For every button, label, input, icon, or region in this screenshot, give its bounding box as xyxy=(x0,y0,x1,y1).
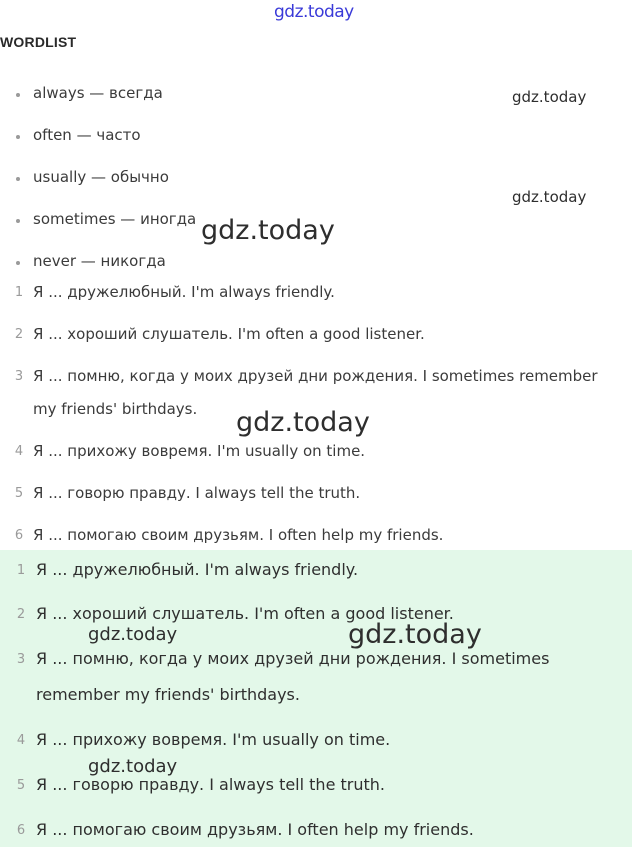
answer-text: Я ... помогаю своим друзьям. I often help my friends. xyxy=(36,820,474,839)
bullet-icon xyxy=(16,219,20,223)
wordlist-item-text: usually — обычно xyxy=(33,168,169,186)
bullet-icon xyxy=(16,135,20,139)
wordlist-item-text: always — всегда xyxy=(33,84,163,102)
answer-number: 5 xyxy=(16,778,26,793)
wordlist-item-text: never — никогда xyxy=(33,252,166,270)
answer-number: 3 xyxy=(16,652,26,667)
answer-text: Я ... дружелюбный. I'm always friendly. xyxy=(36,560,359,579)
answer-text: Я ... хороший слушатель. I'm often a good listener. xyxy=(36,604,454,623)
watermark: gdz.today xyxy=(236,407,370,438)
exercise-text: Я ... говорю правду. I always tell the truth. xyxy=(33,484,361,502)
bullet-icon xyxy=(16,261,20,265)
wordlist-item-text: sometimes — иногда xyxy=(33,210,197,228)
watermark: gdz.today xyxy=(348,619,482,650)
answer-text: Я ... говорю правду. I always tell the truth. xyxy=(36,775,385,794)
answer-section xyxy=(0,550,632,847)
site-logo[interactable]: gdz.today xyxy=(274,2,354,22)
wordlist-item-text: often — часто xyxy=(33,126,141,144)
exercise-number: 6 xyxy=(14,528,24,543)
exercise-number: 5 xyxy=(14,486,24,501)
watermark: gdz.today xyxy=(88,756,178,777)
watermark: gdz.today xyxy=(88,624,178,645)
exercise-text: Я ... прихожу вовремя. I'm usually on time. xyxy=(33,442,366,460)
exercise-number: 2 xyxy=(14,327,24,342)
answer-number: 1 xyxy=(16,563,26,578)
exercise-number: 3 xyxy=(14,369,24,384)
answer-number: 4 xyxy=(16,733,26,748)
bullet-icon xyxy=(16,177,20,181)
bullet-icon xyxy=(16,93,20,97)
watermark: gdz.today xyxy=(512,188,587,206)
answer-number: 2 xyxy=(16,607,26,622)
watermark: gdz.today xyxy=(512,88,587,106)
answer-text: Я ... помню, когда у моих друзей дни рождения. I sometimes remember my friends' birthdays. xyxy=(36,649,550,704)
exercise-text: Я ... помню, когда у моих друзей дни рождения. I sometimes remember my friends' birthdays. xyxy=(33,367,598,418)
exercise-number: 1 xyxy=(14,285,24,300)
exercise-text: Я ... дружелюбный. I'm always friendly. xyxy=(33,283,335,301)
exercise-text: Я ... помогаю своим друзьям. I often help my friends. xyxy=(33,526,444,544)
exercise-text: Я ... хороший слушатель. I'm often a good listener. xyxy=(33,325,425,343)
exercise-number: 4 xyxy=(14,444,24,459)
watermark: gdz.today xyxy=(201,215,335,246)
answer-text: Я ... прихожу вовремя. I'm usually on time. xyxy=(36,730,391,749)
answer-number: 6 xyxy=(16,823,26,838)
wordlist-heading: WORDLIST xyxy=(0,34,77,50)
